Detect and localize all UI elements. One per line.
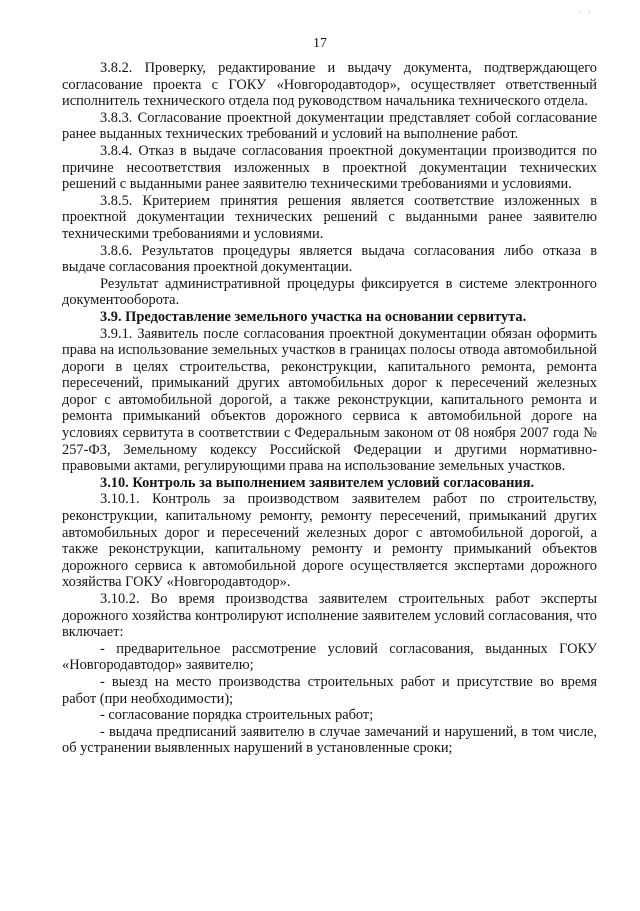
heading-3-9: 3.9. Предоставление земельного участка на основании сервитута.	[100, 308, 527, 325]
paragraph-3-8-4: 3.8.4. Отказ в выдаче согласования проектной документации производится по причине несоответствия изложенных в проектной документации технических решений с выданными ранее заявителю техническими требованиями и условиями.	[62, 142, 597, 193]
paragraph-3-8-2: 3.8.2. Проверку, редактирование и выдачу документа, подтверждающего согласование проекта с ГОКУ «Новгородавтодор», осуществляет ответственный исполнитель технического отдела под руководством начальника технического отдела.	[62, 60, 597, 110]
paragraph-3-9-1: 3.9.1. Заявитель после согласования проектной документации обязан оформить права на использование земельных участков в границах полосы отвода автомобильной дороги в целях строительства, реконструкции, капитального ремонта, ремонта пересечений, примыканий других автомобильных дорог к пересечений железных дорог с автомобильной дорогой, а также реконструкции, капитального ремонта и ремонта примыканий объектов дорожного сервиса к автомобильной дороге на условиях сервитута в соответствии с Федеральным законом от 08 ноября 2007 года № 257-ФЗ, Земельному кодексу Российской Федерации и другими нормативно-правовыми актами, регулирующими права на использование земельных участков.	[62, 325, 597, 475]
paragraph-3-8-3: 3.8.3. Согласование проектной документации представляет собой согласование ранее выданных технических требований и условий на выполнение работ.	[62, 109, 597, 143]
list-item-orders: - выдача предписаний заявителю в случае замечаний и нарушений, в том числе, об устранении выявленных нарушений в установленные сроки;	[62, 723, 597, 757]
page-number: 17	[313, 36, 327, 51]
list-item-review: - предварительное рассмотрение условий согласования, выданных ГОКУ «Новгородавтодор» заявителю;	[62, 640, 597, 674]
heading-3-10: 3.10. Контроль за выполнением заявителем условий согласования.	[100, 474, 535, 491]
paragraph-3-8-5: 3.8.5. Критерием принятия решения является соответствие изложенных в проектной документации технических решений с выданными ранее заявителю техническими требованиями и условиями.	[62, 192, 597, 242]
paragraph-3-10-1: 3.10.1. Контроль за производством заявителем работ по строительству, реконструкции, капитальному ремонту, ремонту пересечений, примыканий других автомобильных дорог и пересечений железных дорог с автомобильной дорогой, а также реконструкции, капитальному ремонту и ремонту примыканий объектов дорожного сервиса к автомобильной дороге осуществляется экспертами дорожного хозяйства ГОКУ «Новгородавтодор».	[62, 491, 597, 591]
list-item-site-visit: - выезд на место производства строительных работ и присутствие во время работ (при необходимости);	[62, 673, 597, 707]
paragraph-3-10-2: 3.10.2. Во время производства заявителем строительных работ эксперты дорожного хозяйства контролируют исполнение заявителем условий согласования, что включает:	[62, 591, 597, 641]
scan-corner-mark: · ·	[578, 8, 594, 19]
list-item-work-order: - согласование порядка строительных работ;	[100, 707, 374, 724]
paragraph-result: Результат административной процедуры фиксируется в системе электронного документооборота.	[62, 275, 597, 309]
paragraph-3-8-6: 3.8.6. Результатов процедуры является выдача согласования либо отказа в выдаче согласования проектной документации.	[62, 242, 597, 276]
document-body	[62, 60, 597, 757]
